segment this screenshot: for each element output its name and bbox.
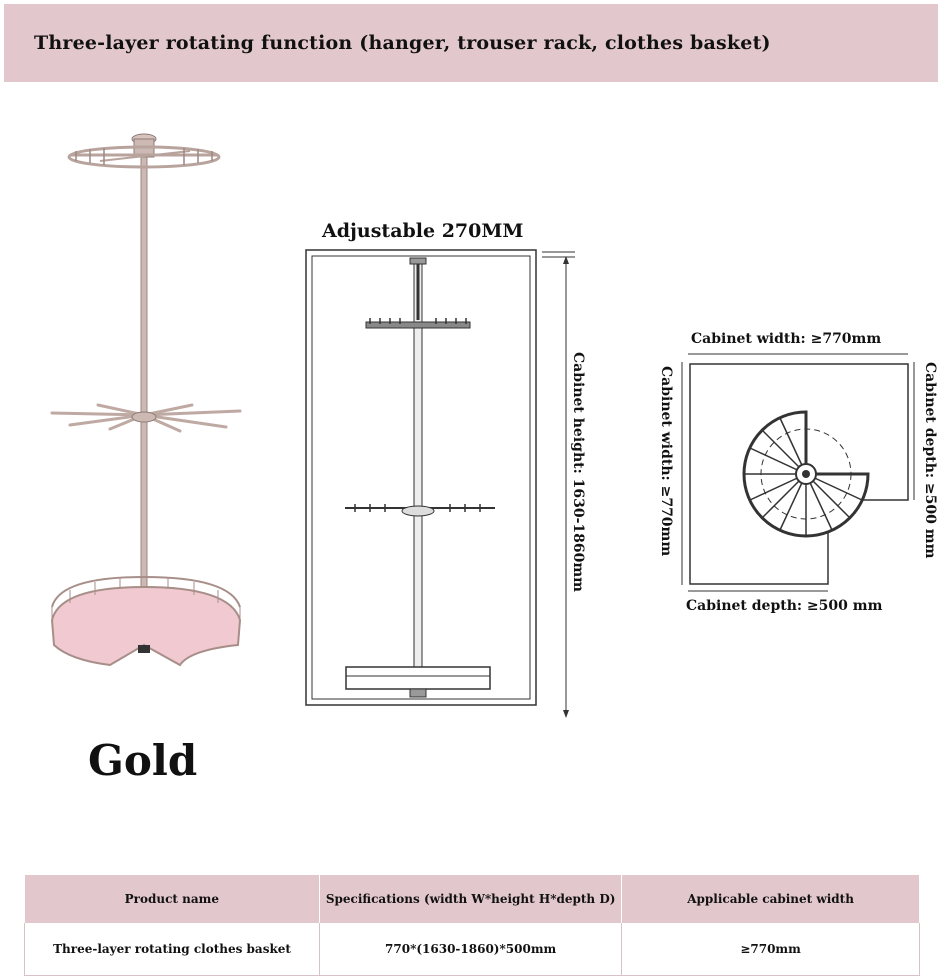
header-specifications: Specifications (width W*height H*depth D) [320,875,622,923]
color-label: Gold [88,736,198,785]
title-banner [4,4,938,82]
table-header-row [25,875,920,923]
left-width-label: Cabinet width: ≥770mm [658,366,674,557]
header-applicable-width: Applicable cabinet width [622,875,920,923]
front-elevation-diagram [300,240,590,720]
bottom-depth-label: Cabinet depth: ≥500 mm [686,598,883,614]
spec-table [24,875,920,976]
top-view-diagram [678,350,918,595]
cell-specifications: 770*(1630-1860)*500mm [320,923,622,976]
product-rack-image [40,125,255,670]
cell-product-name: Three-layer rotating clothes basket [25,923,320,976]
right-depth-label: Cabinet depth: ≥500 mm [922,362,938,559]
cabinet-height-label: Cabinet height: 1630-1860mm [570,352,586,592]
top-width-label: Cabinet width: ≥770mm [691,331,882,347]
adjustable-label: Adjustable 270MM [322,220,524,242]
cell-applicable-width: ≥770mm [622,923,920,976]
header-product-name: Product name [25,875,320,923]
banner-title: Three-layer rotating function (hanger, trouser rack, clothes basket) [34,32,771,54]
table-row [25,923,920,976]
